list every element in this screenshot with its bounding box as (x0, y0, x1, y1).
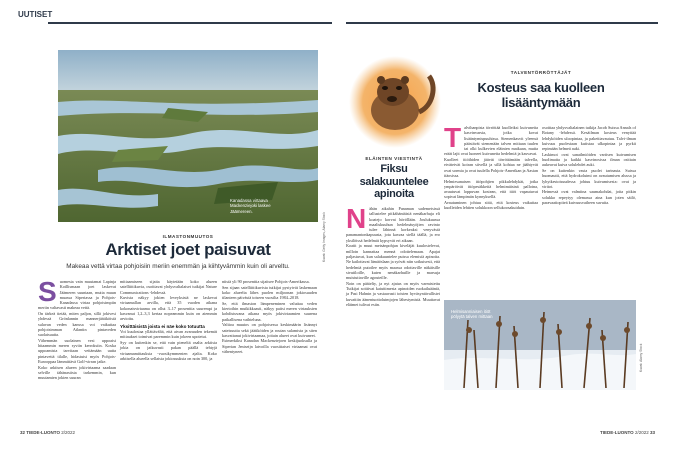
dropcap-t: T (444, 122, 462, 153)
hero-image-caption: Kanadassa virtaava Mackenziejoki laskee Jäämereen. (230, 197, 271, 214)
photo-credit-left: Kuvat: Getty Images, Alamy Stock (322, 212, 326, 262)
issue-right: 2/2022 (634, 430, 649, 435)
rivers-paragraph: niistä yli 90 prosenttia sijaitsee Pohjois-Amerikassa. (222, 279, 310, 284)
kicker-winter: TALVENTÖRRÖTTÄJÄT (510, 70, 572, 75)
moisture-paragraph: Avautuminen johtuu siitä, että kosteus vaikuttaa kuolleiden lehtien solukkoon sellukoosakuiduin. (444, 200, 538, 211)
moisture-paragraph: Laskimot ovat sanailmiöiden vartisen kuivumisen huolimatta ja kaikki kasvinosissa ilman osittain aukeavat kuiva solulehdet auki. (542, 151, 636, 168)
coati-paragraph: Noin on päätelty, ja nyt ajatus on myös varmistettu Tutkijat soittivat kaiuttimesta apinoiden ruokailuääniä, ja Pasi Hahnin ja vastaavasti toisten hyväsyntävallistei kuvattiin äänentuottoluimjojen lähestymistä. Muuttavat eläimet tulivat esiin. (346, 280, 440, 307)
dropcap-s: S (38, 276, 57, 307)
rivers-paragraph: Valtioa muutos on pohjoisessa keskimäärin lisännyt sateisuutta sekä jäätiköiden ja routan sulamista ja siten kasvattanut jokivirtaamaa, joitain alueet ovat kuivuneet. (222, 322, 317, 338)
rivers-subhead: Yksittäisistä joista ei näe koko totuutta (120, 323, 205, 329)
lead-rivers: Makeaa vettä virtaa pohjoisiin meriin enemmän ja kiihtyvämmin kuin oli arveltu. (66, 263, 290, 270)
rivers-paragraph: Voi kuulostaa yllättävältä, että aivan avaruuden tekemät mittaukset toimivat paremmin kuin jokeen upotetut. (120, 329, 217, 340)
rivers-paragraph: Vähemmän suolainen vesi uppoaisi hitaammin meren syviin kerroksiin. Koska uppoamista tarvitaan veitämään uutta pintavettä tilalle, hidastuisi myös Pohjois-Eurooppaa lämmittävä Golf-virran jatke. (38, 337, 116, 365)
rivers-paragraph: Koko arktisen alueen jokivirtaama saadaan selville tähänastista tarkemmin, kun muutamien jokien suuran (38, 364, 116, 381)
photo-credit-right: Kuvat: Alamy Stock (639, 343, 643, 372)
moisture-paragraph: osoittaa yhdysvaltalainen tutkija Jacob Suissa Annals of Botany -lehdessä. Kesäilman kosteus venyttää lehdyköiden uloopintaa, ja pakettiavautuu. Talvi-ilman kuivuus puolestaan kutistaa ulkopintaa ja pyrkii repimään helmeä auki. (542, 125, 636, 152)
section-label: UUTISET (18, 10, 53, 19)
rivers-paragraph: Esimerkiksi Kanadan Mackenziejoen keskijuoksulla ja Siperian Jeniseijn latvoilla vuosittaiset virtaamat ovat vähentyneet. (222, 338, 317, 355)
rivers-paragraph: Kuvista näkyy jokien leveyksistä ne laskevat virtaamallan arvilla, että 35 vuoden aikana kokonaisvirtaama on ollut 3–17 prosenttia suurempi ja kasvanut 1,2–3,3 kertaa nopeammin kuin on aiemmin arvioitu. (120, 295, 217, 322)
coati-photo (349, 56, 441, 148)
river-aerial-photo (58, 50, 318, 222)
rivers-column-1 (38, 276, 116, 381)
moisture-column-2 (542, 125, 636, 206)
footer-right (600, 430, 655, 435)
moisture-paragraph: Helmiesanaisen itiöpohjien pikkulehdykät, jotka ympäröivät itiöpesäkkeitä helmimäisinä palloina, avautuvat loppuvan kostean, että itiöt vapautuvat sopivat lämpimän kynnyksellä. (444, 178, 538, 200)
rivers-column-3 (222, 279, 317, 355)
rivers-column-2 (120, 279, 217, 361)
rivers-paragraph: mittaamiseen sijaita käytetään koko alueen satelliittikuvia, osoittavat yhdysvaltalaiset tutkijat Nature Communications -lehdessä. (120, 279, 217, 295)
fern-in-snow-photo (444, 300, 636, 390)
rivers-paragraph: On tärkeä tietää, miten paljon, sillä jokivesi yhdessä Grönlannin mannerjäätiköistä sulavan veden kanssa voi vaikuttaa pohjoisimman Atlantin pintaveden suolaisuutta. (38, 311, 116, 338)
magazine-name-left: TIEDE-LUONTO (26, 430, 60, 435)
header-rule-left (48, 22, 332, 24)
page-number-right: 33 (649, 430, 655, 435)
moisture-column-1 (444, 122, 538, 211)
headline-rivers: Arktiset joet paisuvat (105, 240, 271, 259)
rivers-paragraph: uomesta vain muutamat Lapinja Koillismaan joet laskevat Jäämeren suuntaan, mutta muun muassa Siperiassa ja Pohjois-Kanadassa virtaa pohjoisimpiin meriin valtavasti makeaa vettä. (38, 279, 116, 311)
moisture-paragraph: Se on kuitenkin vasta puolet tarinasta. Suissa huomautti, että hydrokoluimi on avautumisen alussa ja lyhytkestoisuudessa johtuu kuivumisesta: ovat ja viritot. (542, 167, 636, 189)
rivers-paragraph: Syy on kuitenkin se, että vain pieneltä osalta arktisia jokia on jatkuvasti pakan päällä tehtyjä virtaamamittauksia -vuosikymmenten ajalta. Koko arktisella alueella sellaisia jokiosuuksia on noin 300, ja (120, 339, 217, 361)
dropcap-n: N (346, 203, 367, 234)
magazine-name-right: TIEDE-LUONTO (600, 430, 634, 435)
page-number-left: 32 (20, 430, 26, 435)
coati-column (346, 203, 440, 308)
footer-left (20, 430, 75, 435)
header-rule-right (346, 22, 658, 24)
moisture-paragraph: alvihanpista törröttää kuolleiksi kuivuneita kasvinvarsia, jotka kovat lisääntymispuuhissa. Siemenkasvit yleensä päästävät siemenään talven mittaan tuulen tai olki kulkevien eläinten matkaan, mutta eräät lajit ovat luoneet kuivuneita hedelmiä ja kasvavat. (444, 125, 538, 157)
coati-paragraph: ähän aikahin Panaman sademetsissä tallustelee pitkähäntäisiä nenäkarhuja eli koatejo korvat höröllään. Joulukuussa maaliskuuhun hedelmäsyöjien ravinto tulee lähinnä korkeaksi venyvästä panamantonkapuusta, jota kasvaa siellä täällä, ja ero yksilöissä hedelmät kypsyvät eri aikaan. (346, 206, 440, 243)
rivers-paragraph: Se, että ilmaston lämpeneminen valuttaa veden kiertoihin mutkikkaasti, näkyy paitsi meren virtauksien kohdistuvana aikana myös jokivirtaamien suurena paikallisena vaihteluna. (222, 300, 317, 322)
kicker-animals: ELÄINTEN VIESTINTÄ (365, 156, 423, 161)
issue-left: 2/2022 (61, 430, 75, 435)
headline-moisture: Kosteus saa kuolleen lisääntymään (477, 80, 605, 110)
moisture-paragraph: Heimessä ovat valmiina saumakohdat, joita pitkin solukko repeytyy olemassa aina kun joten säilö, paravaatiopiteä kuivuusvaiheen suvuita. (542, 189, 636, 206)
coati-paragraph: Koatit ja muut metsänpohjan kiveläjät kuulostelevat, milloin kannattaa mennä odottelemaan. Apajat paljastuvat, kun salakuuntelee puissa elemisiä apinoita. Ne kailottavat lämäöslaan ja syövät niin sotkuisesti, että hedelmiä putoilee myös maassa odottaville näkäisille sivutiloille, kuten nenäkarhuille ja marsuja muistuttaville agouteille. (346, 243, 440, 281)
moisture-paragraph: Kuolleet itiöihiden jäävät törröttämään talvella, eiväteivät koiran siivellä ja sillä kohtaa ne jäähtyvät ovat sormia ja ovat tuulella Pohjois-Amerikan ja Aasian itäosissa. (444, 157, 538, 178)
rivers-paragraph: Sen sijaan satelliittikuvista tutkijat pystyivät laskemaan koko alueelta lähes puolen miljoonan jokiosuuden tilanteen päivästä toiseen vuosilta 1984–2018. (222, 284, 317, 301)
fern-image-caption: Helmisanniaisen itiöt pölyytä talven mittaan (451, 309, 493, 320)
kicker-climate: ILMASTONMUUTOS (162, 234, 214, 239)
headline-coati: Fiksu salakuuntelee apinoita (359, 163, 429, 200)
